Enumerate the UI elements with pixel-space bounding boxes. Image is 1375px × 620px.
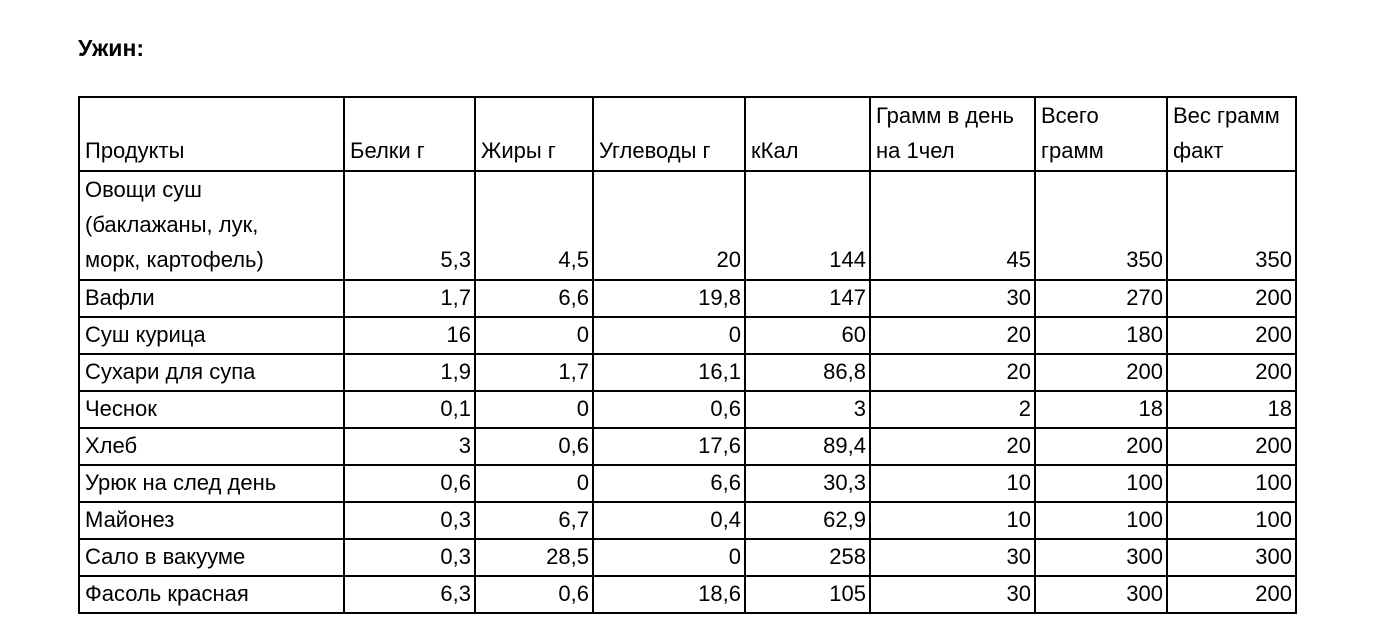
cell-fat: 0,6 [475, 428, 593, 465]
cell-fat: 4,5 [475, 171, 593, 280]
cell-actual-weight: 100 [1167, 465, 1296, 502]
header-actual-weight: Вес грамм факт [1167, 97, 1296, 171]
table-row [79, 502, 1296, 539]
table-row [79, 539, 1296, 576]
cell-daily-grams: 20 [870, 428, 1035, 465]
cell-carbs: 17,6 [593, 428, 745, 465]
cell-daily-grams: 10 [870, 465, 1035, 502]
header-carbs: Углеводы г [593, 97, 745, 171]
table-row [79, 428, 1296, 465]
cell-carbs: 20 [593, 171, 745, 280]
cell-protein: 0,3 [344, 539, 475, 576]
cell-actual-weight: 200 [1167, 317, 1296, 354]
table-row [79, 576, 1296, 613]
cell-daily-grams: 20 [870, 354, 1035, 391]
cell-product: Овощи суш (баклажаны, лук, морк, картофель) [79, 171, 344, 280]
cell-carbs: 18,6 [593, 576, 745, 613]
table-row [79, 391, 1296, 428]
header-fat: Жиры г [475, 97, 593, 171]
cell-actual-weight: 18 [1167, 391, 1296, 428]
cell-daily-grams: 30 [870, 539, 1035, 576]
cell-total-grams: 180 [1035, 317, 1167, 354]
cell-product: Суш курица [79, 317, 344, 354]
cell-total-grams: 300 [1035, 539, 1167, 576]
cell-carbs: 16,1 [593, 354, 745, 391]
cell-protein: 1,7 [344, 280, 475, 317]
cell-product: Чеснок [79, 391, 344, 428]
table-row [79, 317, 1296, 354]
cell-actual-weight: 300 [1167, 539, 1296, 576]
cell-protein: 3 [344, 428, 475, 465]
header-daily-grams: Грамм в день на 1чел [870, 97, 1035, 171]
table-header-row [79, 97, 1296, 171]
cell-kcal: 60 [745, 317, 870, 354]
header-total-grams: Всего грамм [1035, 97, 1167, 171]
cell-actual-weight: 200 [1167, 354, 1296, 391]
cell-actual-weight: 200 [1167, 576, 1296, 613]
cell-actual-weight: 200 [1167, 428, 1296, 465]
cell-carbs: 0,6 [593, 391, 745, 428]
cell-kcal: 258 [745, 539, 870, 576]
table-row [79, 280, 1296, 317]
cell-product: Вафли [79, 280, 344, 317]
cell-product: Урюк на след день [79, 465, 344, 502]
cell-total-grams: 100 [1035, 502, 1167, 539]
cell-carbs: 0 [593, 317, 745, 354]
cell-fat: 0 [475, 465, 593, 502]
cell-kcal: 147 [745, 280, 870, 317]
dinner-products-table [78, 96, 1297, 614]
cell-product: Сало в вакууме [79, 539, 344, 576]
cell-actual-weight: 350 [1167, 171, 1296, 280]
cell-kcal: 86,8 [745, 354, 870, 391]
cell-daily-grams: 45 [870, 171, 1035, 280]
cell-kcal: 89,4 [745, 428, 870, 465]
cell-protein: 0,6 [344, 465, 475, 502]
cell-kcal: 30,3 [745, 465, 870, 502]
cell-total-grams: 200 [1035, 354, 1167, 391]
table-row [79, 465, 1296, 502]
cell-daily-grams: 2 [870, 391, 1035, 428]
cell-total-grams: 18 [1035, 391, 1167, 428]
header-protein: Белки г [344, 97, 475, 171]
cell-fat: 6,6 [475, 280, 593, 317]
cell-total-grams: 100 [1035, 465, 1167, 502]
cell-actual-weight: 100 [1167, 502, 1296, 539]
cell-fat: 6,7 [475, 502, 593, 539]
header-product: Продукты [79, 97, 344, 171]
cell-total-grams: 200 [1035, 428, 1167, 465]
table-row [79, 171, 1296, 280]
header-kcal: кКал [745, 97, 870, 171]
cell-product: Фасоль красная [79, 576, 344, 613]
cell-kcal: 3 [745, 391, 870, 428]
cell-protein: 16 [344, 317, 475, 354]
cell-carbs: 19,8 [593, 280, 745, 317]
cell-kcal: 105 [745, 576, 870, 613]
cell-kcal: 144 [745, 171, 870, 280]
cell-protein: 0,1 [344, 391, 475, 428]
cell-fat: 28,5 [475, 539, 593, 576]
cell-protein: 1,9 [344, 354, 475, 391]
cell-fat: 0,6 [475, 576, 593, 613]
cell-daily-grams: 30 [870, 280, 1035, 317]
cell-total-grams: 270 [1035, 280, 1167, 317]
cell-protein: 6,3 [344, 576, 475, 613]
cell-carbs: 6,6 [593, 465, 745, 502]
cell-protein: 0,3 [344, 502, 475, 539]
table-row [79, 354, 1296, 391]
cell-fat: 0 [475, 317, 593, 354]
cell-total-grams: 350 [1035, 171, 1167, 280]
cell-fat: 1,7 [475, 354, 593, 391]
cell-daily-grams: 20 [870, 317, 1035, 354]
cell-daily-grams: 10 [870, 502, 1035, 539]
cell-product: Сухари для супа [79, 354, 344, 391]
cell-product: Майонез [79, 502, 344, 539]
cell-kcal: 62,9 [745, 502, 870, 539]
page-title: Ужин: [78, 35, 145, 61]
cell-carbs: 0,4 [593, 502, 745, 539]
cell-actual-weight: 200 [1167, 280, 1296, 317]
cell-daily-grams: 30 [870, 576, 1035, 613]
cell-protein: 5,3 [344, 171, 475, 280]
cell-total-grams: 300 [1035, 576, 1167, 613]
cell-product: Хлеб [79, 428, 344, 465]
cell-carbs: 0 [593, 539, 745, 576]
cell-fat: 0 [475, 391, 593, 428]
